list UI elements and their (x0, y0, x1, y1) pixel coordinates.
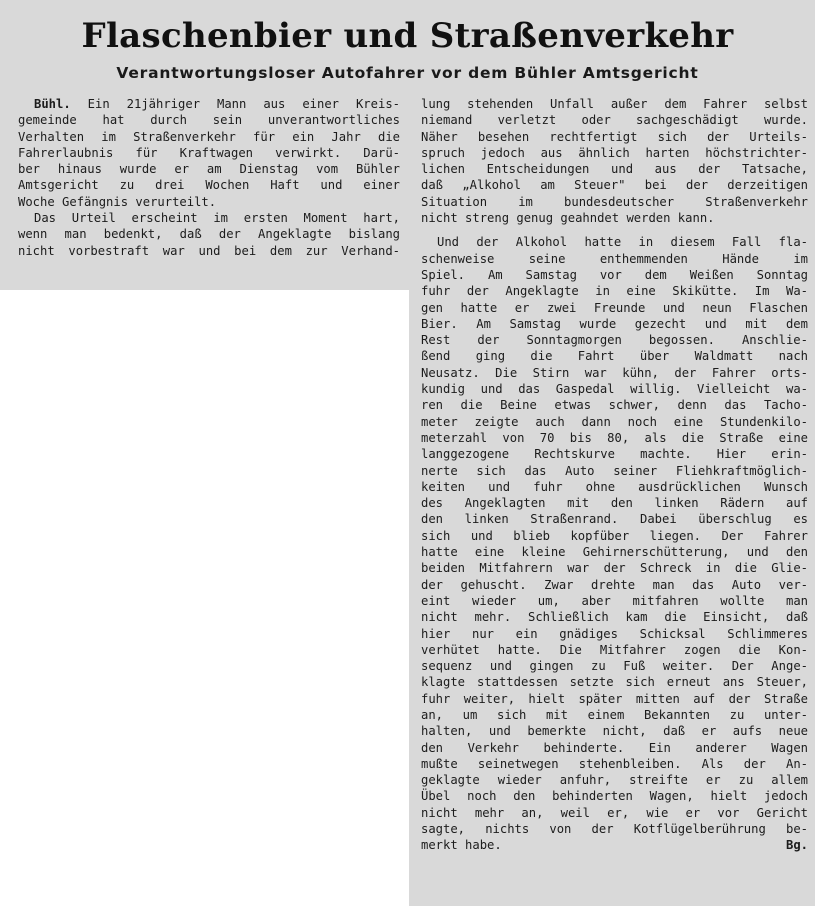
text-line: meterzahl von 70 bis 80, als die Straße eine (421, 430, 808, 445)
article-subheadline: Verantwortungsloser Autofahrer vor dem Bühler Amtsgericht (116, 64, 699, 82)
text-line: Spiel. Am Samstag vor dem Weißen Sonntag (421, 267, 808, 282)
text-line: gemeinde hat durch sein unverantwortliches (18, 113, 400, 128)
text-line: fuhr weiter, hielt später mitten auf der Straße (421, 691, 808, 706)
text-line: Situation im bundesdeutscher Straßenverkehr (421, 194, 808, 209)
text-line: schenweise seine enthemmenden Hände im (421, 251, 808, 266)
article-first-line: Bühl. Ein 21jähriger Mann aus einer Kreis- (34, 97, 400, 111)
text-line: der gehuscht. Zwar drehte man das Auto ver- (421, 577, 808, 592)
text-line: kundig und das Gaspedal willig. Vielleicht wa- (421, 382, 808, 397)
text-line: Verhalten im Straßenverkehr für ein Jahr die (18, 129, 400, 144)
article-headline: Flaschenbier und Straßenverkehr (81, 16, 734, 56)
text-line: den Verkehr behinderte. Ein anderer Wagen (421, 740, 808, 755)
text-line: ber hinaus wurde er am Dienstag vom Bühler (18, 162, 400, 177)
text-line: des Angeklagten mit den linken Rädern auf (421, 496, 808, 511)
text-line: klagte stattdessen setzte sich erneut ans Steuer, (421, 675, 808, 690)
text-line: langgezogene Rechtskurve machte. Hier erin- (421, 447, 808, 462)
text-line: ren die Beine etwas schwer, denn das Tacho- (421, 398, 808, 413)
text-line: Woche Gefängnis verurteilt. (18, 194, 217, 209)
text-line: Näher besehen rechtfertigt sich der Urteils- (421, 129, 808, 144)
text-line: den linken Straßenrand. Dabei überschlug es (421, 512, 808, 527)
text-line: sequenz und gingen zu Fuß weiter. Der Ange- (421, 659, 808, 674)
text-line: nicht vorbestraft war und bei dem zur Verhand- (18, 243, 400, 258)
article-closing-line (421, 837, 808, 853)
text-line: sich und blieb kopfüber liegen. Der Fahrer (421, 528, 808, 543)
text-line: Amtsgericht zu drei Wochen Haft und einer (18, 178, 400, 193)
text-line: niemand verletzt oder sachgeschädigt wurde. (421, 113, 808, 128)
article-left-column (18, 96, 400, 259)
text-line: wenn man bedenkt, daß der Angeklagte bislang (18, 227, 400, 242)
text-line: geklagte wieder anfuhr, streifte er zu allem (421, 773, 808, 788)
text-line: hatte eine kleine Gehirnerschütterung, und den (421, 545, 808, 560)
article-dateline: Bühl. (34, 97, 71, 111)
text-line: an, um sich mit einem Bekannten zu unter- (421, 707, 808, 722)
text-line: meter zeigte auch dann noch eine Stundenkilo- (421, 414, 808, 429)
text-line: mußte seinetwegen stehenbleiben. Als der An- (421, 756, 808, 771)
text-line: hier nur ein gnädiges Schicksal Schlimmeres (421, 626, 808, 641)
paragraph-gap (421, 226, 808, 234)
text-line: Fahrerlaubnis für Kraftwagen verwirkt. Darü- (18, 145, 400, 160)
text-line: halten, und bemerkte nicht, daß er aufs neue (421, 724, 808, 739)
text-line: ßend ging die Fahrt über Waldmatt nach (421, 349, 808, 364)
text-line: keiten und fuhr ohne ausdrücklichen Wunsch (421, 479, 808, 494)
text-line: Übel noch den behinderten Wagen, hielt jedoch (421, 789, 808, 804)
text-line: verhütet hatte. Die Mitfahrer zogen die Kon- (421, 642, 808, 657)
text-line: nicht mehr. Schließlich kam die Einsicht, daß (421, 610, 808, 625)
text-line: fuhr der Angeklagte in eine Skikütte. Im Wa- (421, 284, 808, 299)
text-line: Das Urteil erscheint im ersten Moment hart, (34, 211, 400, 226)
text-line: daß „Alkohol am Steuer" bei der derzeitigen (421, 178, 808, 193)
author-signature: Bg. (785, 838, 808, 853)
text-line: Neusatz. Die Stirn war kühn, der Fahrer orts- (421, 365, 808, 380)
text-line: merkt habe. (421, 838, 502, 853)
text-line: eint wieder um, aber mitfahren wollte man (421, 593, 808, 608)
text-line: Und der Alkohol hatte in diesem Fall fla- (437, 235, 808, 250)
text-line: beiden Mitfahrern war der Schreck in die Glie- (421, 561, 808, 576)
text-line: lung stehenden Unfall außer dem Fahrer selbst (421, 97, 808, 111)
text-line: Bier. Am Samstag wurde gezecht und mit dem (421, 316, 808, 331)
text-line: nicht streng genug geahndet werden kann. (421, 211, 715, 226)
text-line: nicht mehr an, weil er, wie er vor Gericht (421, 805, 808, 820)
text-line: Rest der Sonntagmorgen begossen. Anschlie- (421, 333, 808, 348)
text-line: sagte, nichts von der Kotflügelberührung be- (421, 822, 808, 837)
article-right-column (421, 96, 808, 854)
text-line: lichen Entscheidungen und aus der Tatsache, (421, 162, 808, 177)
text-line: spruch jedoch aus ähnlich harten höchstrichter- (421, 145, 808, 160)
text-line: gen hatte er zwei Freunde und neun Flaschen (421, 300, 808, 315)
text-line: nerte sich das Auto seiner Fliehkraftmöglich- (421, 463, 808, 478)
